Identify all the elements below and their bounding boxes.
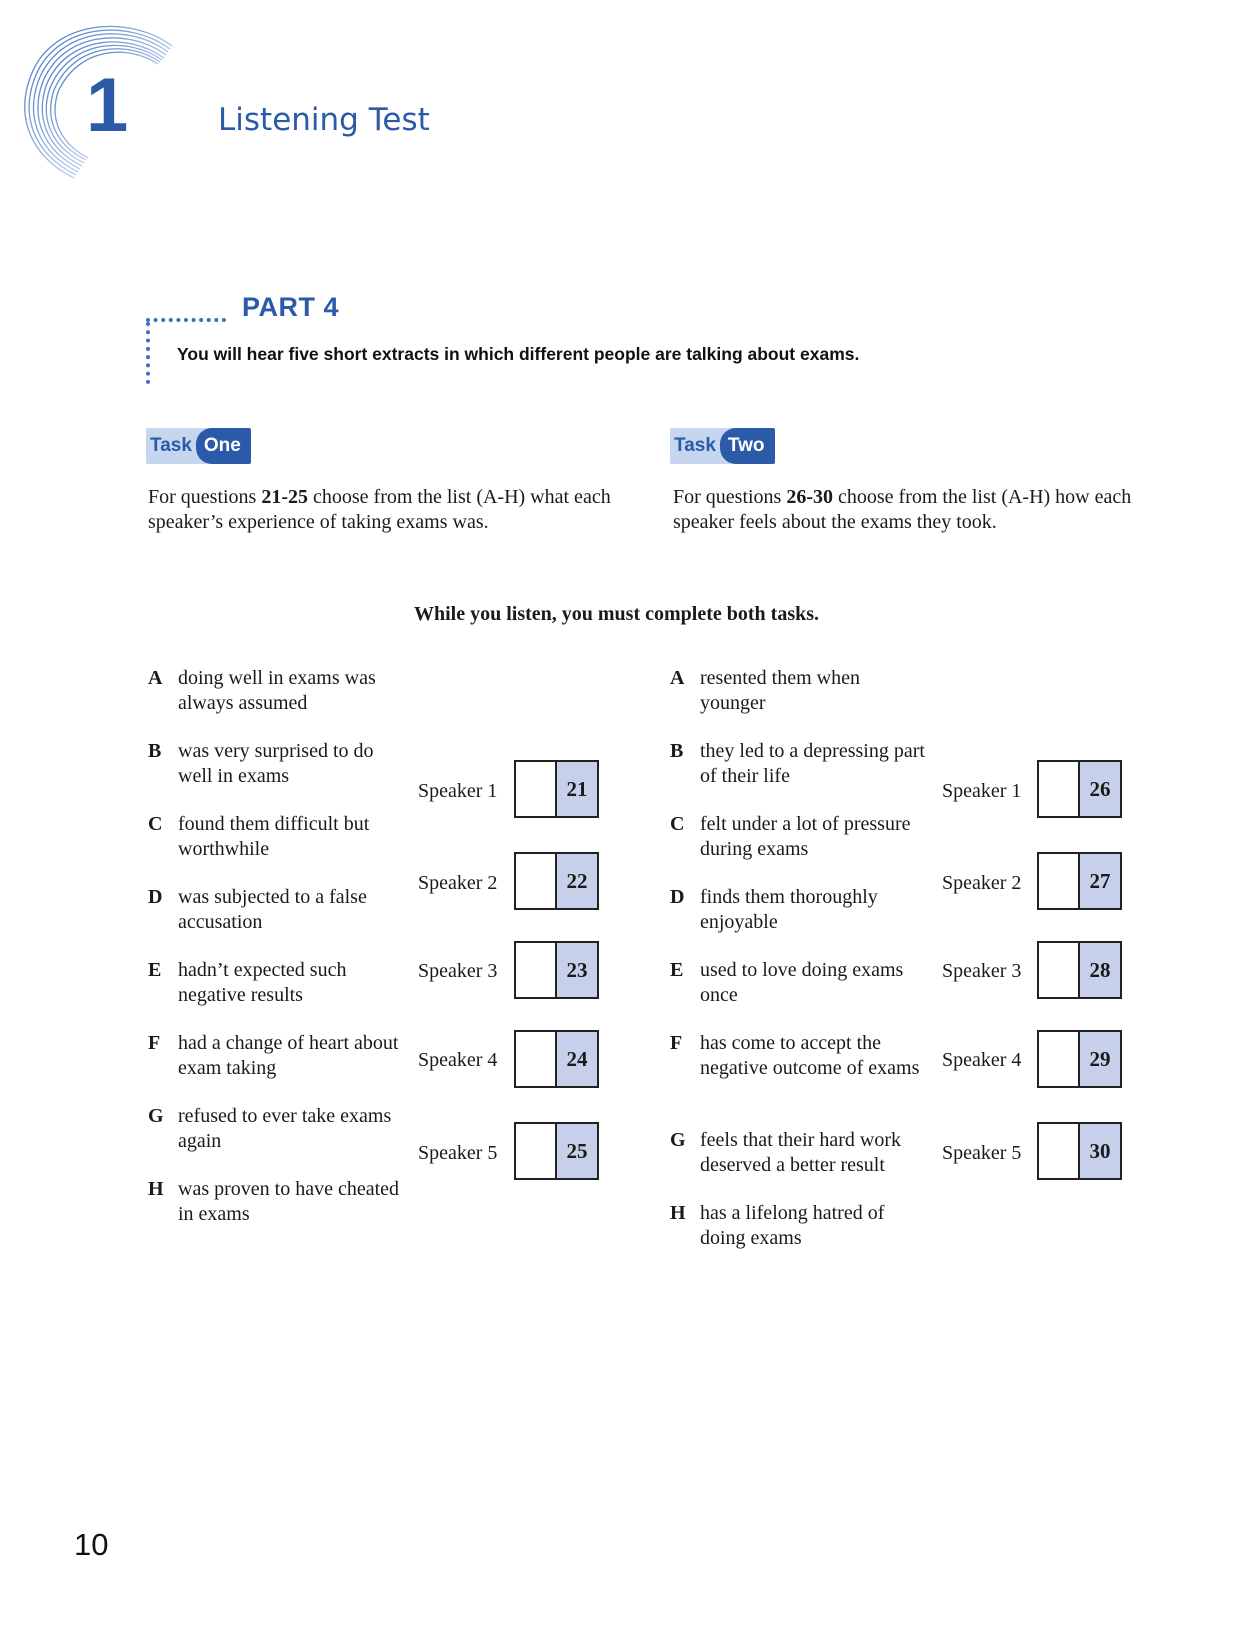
task-one-speaker-4-label: Speaker 4 bbox=[418, 1049, 498, 1071]
task-one-speaker-3-label: Speaker 3 bbox=[418, 960, 498, 982]
task-one-speaker-5-label: Speaker 5 bbox=[418, 1142, 498, 1164]
task-one-badge-word2: One bbox=[196, 428, 251, 464]
answer-box-23[interactable] bbox=[514, 941, 599, 999]
test-title: Listening Test bbox=[218, 102, 430, 138]
task-two-option-g: G feels that their hard work deserved a better result bbox=[670, 1129, 902, 1176]
task-two-badge-word1: Task bbox=[674, 435, 716, 456]
task-one-badge bbox=[146, 428, 246, 464]
task-two-instructions: For questions 26-30 choose from the list (A-H) how each speaker feels about the exams they took. bbox=[673, 486, 1132, 533]
question-number: 29 bbox=[1080, 1032, 1120, 1086]
answer-blank[interactable] bbox=[516, 762, 557, 816]
task-two-speaker-4-label: Speaker 4 bbox=[942, 1049, 1022, 1071]
answer-box-25[interactable] bbox=[514, 1122, 599, 1180]
task-one-option-e: E hadn’t expected such negative results bbox=[148, 959, 347, 1006]
answer-box-29[interactable] bbox=[1037, 1030, 1122, 1088]
task-one-option-f: F had a change of heart about exam taking bbox=[148, 1032, 399, 1079]
task-one-option-a: A doing well in exams was always assumed bbox=[148, 667, 376, 714]
question-number: 24 bbox=[557, 1032, 597, 1086]
answer-blank[interactable] bbox=[1039, 762, 1080, 816]
answer-blank[interactable] bbox=[516, 1124, 557, 1178]
answer-blank[interactable] bbox=[516, 1032, 557, 1086]
question-number: 30 bbox=[1080, 1124, 1120, 1178]
question-number: 21 bbox=[557, 762, 597, 816]
answer-box-28[interactable] bbox=[1037, 941, 1122, 999]
part-intro: You will hear five short extracts in which different people are talking about exams. bbox=[177, 344, 860, 364]
task-two-speaker-2-label: Speaker 2 bbox=[942, 872, 1022, 894]
task-one-badge-word1: Task bbox=[150, 435, 192, 456]
task-two-option-c: C felt under a lot of pressure during exams bbox=[670, 813, 911, 860]
question-number: 26 bbox=[1080, 762, 1120, 816]
answer-blank[interactable] bbox=[1039, 1032, 1080, 1086]
task-two-badge-word2: Two bbox=[720, 428, 775, 464]
answer-box-30[interactable] bbox=[1037, 1122, 1122, 1180]
answer-box-27[interactable] bbox=[1037, 852, 1122, 910]
task-two-option-f: F has come to accept the negative outcome of exams bbox=[670, 1032, 920, 1079]
task-two-speaker-1-label: Speaker 1 bbox=[942, 780, 1022, 802]
test-number: 1 bbox=[86, 63, 127, 148]
task-two-speaker-3-label: Speaker 3 bbox=[942, 960, 1022, 982]
task-one-option-b: B was very surprised to do well in exams bbox=[148, 740, 374, 787]
task-two-option-e: E used to love doing exams once bbox=[670, 959, 904, 1006]
answer-box-21[interactable] bbox=[514, 760, 599, 818]
answer-box-24[interactable] bbox=[514, 1030, 599, 1088]
task-one-option-g: G refused to ever take exams again bbox=[148, 1105, 392, 1152]
task-two-speaker-5-label: Speaker 5 bbox=[942, 1142, 1022, 1164]
dotted-rule-horizontal bbox=[146, 318, 226, 322]
answer-blank[interactable] bbox=[1039, 943, 1080, 997]
answer-box-26[interactable] bbox=[1037, 760, 1122, 818]
question-number: 28 bbox=[1080, 943, 1120, 997]
task-two-badge bbox=[670, 428, 770, 464]
dotted-rule-vertical bbox=[146, 322, 150, 384]
task-two-option-a: A resented them when younger bbox=[670, 667, 860, 714]
question-number: 27 bbox=[1080, 854, 1120, 908]
answer-blank[interactable] bbox=[1039, 1124, 1080, 1178]
page-number: 10 bbox=[74, 1527, 109, 1562]
question-number: 22 bbox=[557, 854, 597, 908]
task-two-option-d: D finds them thoroughly enjoyable bbox=[670, 886, 878, 933]
task-one-option-c: C found them difficult but worthwhile bbox=[148, 813, 370, 860]
answer-blank[interactable] bbox=[516, 854, 557, 908]
task-two-option-h: H has a lifelong hatred of doing exams bbox=[670, 1202, 885, 1249]
question-number: 25 bbox=[557, 1124, 597, 1178]
task-one-speaker-1-label: Speaker 1 bbox=[418, 780, 498, 802]
task-one-option-d: D was subjected to a false accusation bbox=[148, 886, 367, 933]
part-title: PART 4 bbox=[242, 292, 340, 322]
both-tasks-note: While you listen, you must complete both tasks. bbox=[413, 603, 820, 625]
question-number: 23 bbox=[557, 943, 597, 997]
answer-blank[interactable] bbox=[1039, 854, 1080, 908]
answer-box-22[interactable] bbox=[514, 852, 599, 910]
task-one-speaker-2-label: Speaker 2 bbox=[418, 872, 498, 894]
task-one-instructions: For questions 21-25 choose from the list (A-H) what each speaker’s experience of taking exams was. bbox=[148, 486, 611, 533]
task-two-option-b: B they led to a depressing part of their life bbox=[670, 740, 925, 787]
answer-blank[interactable] bbox=[516, 943, 557, 997]
task-one-option-h: H was proven to have cheated in exams bbox=[148, 1178, 400, 1225]
